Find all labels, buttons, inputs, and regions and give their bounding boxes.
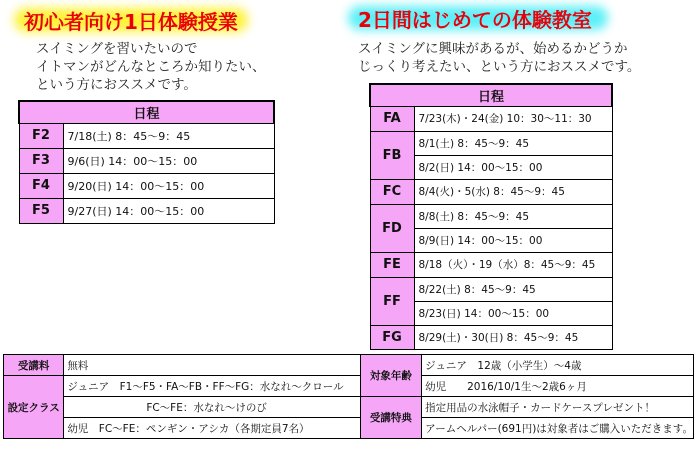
- right-schedule-table: [369, 83, 613, 350]
- fee-label: 受講料: [4, 355, 64, 376]
- age-junior: ジュニア 12歳（小学生）～4歳: [422, 355, 694, 376]
- class-code: FB: [370, 131, 414, 179]
- class-time: 9/27(日) 14：00～15：00: [63, 198, 274, 223]
- schedule-header: 日程: [19, 101, 274, 123]
- class-code: F5: [19, 198, 63, 223]
- left-panel-description: スイミングを習いたいので イトマンがどんなところか知りたい、 という方におススメです。: [36, 41, 266, 93]
- right-panel-description: スイミングに興味があるが、始めるかどうか じっくり考えたい、という方におススメです。: [358, 41, 641, 75]
- class-time: 8/22(土) 8：45～9：45: [414, 277, 612, 301]
- class-code: F3: [19, 148, 63, 173]
- class-code: F2: [19, 123, 63, 148]
- class-code: F4: [19, 173, 63, 198]
- perk-line-1: 指定用品の水泳帽子・カードケースプレゼント！: [422, 397, 694, 418]
- left-schedule-table: [18, 100, 275, 224]
- course-info-table: [3, 354, 694, 439]
- class-infant-line: 幼児 FC～FE：ペンギン・アシカ（各期定員7名）: [64, 418, 360, 439]
- class-code: FD: [370, 204, 414, 252]
- class-code: FF: [370, 277, 414, 325]
- age-label: 対象年齢: [360, 355, 422, 397]
- class-code: FE: [370, 252, 414, 277]
- class-label: 設定クラス: [4, 376, 64, 439]
- perk-line-2: アームヘルパー(691円)は対象者はご購入いただきます。: [422, 418, 694, 439]
- class-time: 7/18(土) 8：45～9：45: [63, 123, 274, 148]
- class-time: 8/8(土) 8：45～9：45: [414, 204, 612, 228]
- perk-label: 受講特典: [360, 397, 422, 439]
- fee-value: 無料: [64, 355, 360, 376]
- class-junior-line: ジュニア F1～F5・FA～FB・FF～FG：水なれ～クロール: [64, 376, 360, 397]
- class-code: FC: [370, 179, 414, 204]
- age-infant: 幼児 2016/10/1生～2歳6ヶ月: [422, 376, 694, 397]
- class-code: FA: [370, 106, 414, 131]
- schedule-header: 日程: [370, 84, 612, 106]
- class-time: 8/29(土)・30(日) 8：45～9：45: [414, 325, 612, 349]
- class-time: 8/9(日) 14：00～15：00: [414, 228, 612, 252]
- class-time: 8/2(日) 14：00～15：00: [414, 155, 612, 179]
- class-time: 9/6(日) 14：00～15：00: [63, 148, 274, 173]
- class-code: FG: [370, 325, 414, 349]
- right-panel-header: [352, 4, 598, 32]
- class-time: 8/18（火）・19（水）8：45～9：45: [414, 252, 612, 277]
- class-time: 7/23(木)・24(金) 10：30～11：30: [414, 106, 612, 131]
- class-time: 8/23(日) 14：00～15：00: [414, 301, 612, 325]
- class-time: 8/1(土) 8：45～9：45: [414, 131, 612, 155]
- left-panel-title: 初心者向け1日体験授業: [24, 9, 238, 34]
- class-time: 8/4(火)・5(水) 8：45～9：45: [414, 179, 612, 204]
- right-panel-title: 2日間はじめての体験教室: [358, 7, 592, 32]
- class-junior-sub-line: FC～FE：水なれ～けのび: [64, 397, 360, 418]
- left-panel-header: [18, 6, 244, 34]
- class-time: 9/20(日) 14：00～15：00: [63, 173, 274, 198]
